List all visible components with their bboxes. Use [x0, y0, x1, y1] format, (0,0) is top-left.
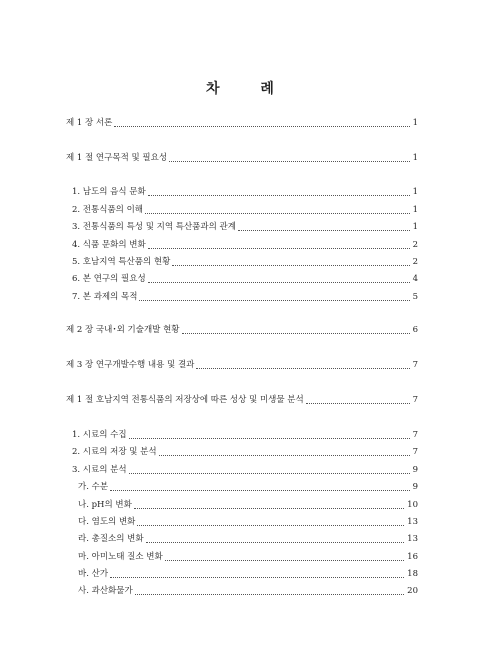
leader-dots [139, 292, 409, 301]
toc-page-number: 16 [407, 552, 418, 562]
leader-dots [148, 274, 410, 283]
leader-dots [165, 552, 404, 561]
toc-entry-chapter-2[interactable] [0, 321, 480, 335]
toc-entry-subitem[interactable] [0, 582, 480, 596]
toc-entry-item[interactable] [0, 218, 480, 232]
toc-page-number: 9 [412, 482, 418, 492]
toc-label: 4. 식품 문화의 변화 [72, 240, 146, 250]
toc-label: 제 1 절 호남지역 전통식품의 저장상에 따른 성상 및 미생물 분석 [66, 395, 304, 405]
toc-page-number: 10 [407, 500, 418, 510]
toc-page-number: 9 [412, 465, 418, 475]
toc-label: 제 2 장 국내･외 기술개발 현황 [66, 325, 180, 335]
toc-entry-section-1-1[interactable] [0, 149, 480, 163]
toc-entry-chapter-3[interactable] [0, 356, 480, 370]
toc-page-number: 20 [407, 586, 418, 596]
leader-dots [110, 482, 410, 491]
leader-dots [137, 517, 404, 526]
leader-dots [129, 430, 410, 439]
toc-entry-item[interactable] [0, 183, 480, 197]
toc-entry-subitem[interactable] [0, 565, 480, 579]
toc-label: 라. 총질소의 변화 [78, 534, 144, 544]
toc-label: 5. 호남지역 특산품의 현황 [72, 257, 171, 267]
leader-dots [134, 500, 404, 509]
leader-dots [145, 205, 410, 214]
toc-label: 1. 남도의 음식 문화 [72, 187, 146, 197]
toc-page-number: 1 [412, 153, 418, 163]
leader-dots [169, 153, 410, 162]
toc-page-number: 7 [412, 447, 418, 457]
leader-dots [306, 395, 410, 404]
page-title: 차 례 [206, 81, 292, 97]
toc-label: 다. 염도의 변화 [78, 517, 136, 527]
leader-dots [159, 447, 410, 456]
toc-label: 3. 전통식품의 특성 및 지역 특산품과의 관계 [72, 222, 236, 232]
toc-entry-chapter-1[interactable] [0, 114, 480, 128]
toc-entry-section-3-1[interactable] [0, 391, 480, 405]
toc-entry-subitem[interactable] [0, 548, 480, 562]
toc-page-number: 7 [412, 395, 418, 405]
leader-dots [148, 240, 410, 249]
leader-dots [196, 360, 409, 369]
toc-entry-subitem[interactable] [0, 530, 480, 544]
toc-page-number: 2 [412, 257, 418, 267]
toc-page-number: 1 [412, 205, 418, 215]
toc-page-number: 7 [412, 360, 418, 370]
toc-entry-subitem[interactable] [0, 478, 480, 492]
toc-entry-subitem[interactable] [0, 496, 480, 510]
toc-label: 3. 시료의 분석 [72, 465, 127, 475]
toc-entry-subitem[interactable] [0, 513, 480, 527]
toc-page-number: 7 [412, 430, 418, 440]
toc-entry-item[interactable] [0, 461, 480, 475]
leader-dots [135, 586, 405, 595]
toc-label: 2. 전통식품의 이해 [72, 205, 143, 215]
leader-dots [172, 257, 409, 266]
toc-label: 가. 수분 [78, 482, 109, 492]
toc-label: 사. 과산화물가 [78, 586, 133, 596]
toc-page-number: 1 [412, 187, 418, 197]
leader-dots [148, 187, 410, 196]
toc-page-number: 13 [407, 534, 418, 544]
toc-label: 7. 본 과제의 목적 [72, 292, 138, 302]
toc-page-number: 18 [407, 569, 418, 579]
toc-entry-item[interactable] [0, 253, 480, 267]
leader-dots [110, 569, 404, 578]
toc-page-number: 6 [412, 325, 418, 335]
toc-entry-item[interactable] [0, 236, 480, 250]
toc-page-number: 1 [412, 118, 418, 128]
toc-label: 2. 시료의 저장 및 분석 [72, 447, 157, 457]
toc-label: 마. 아미노태 질소 변화 [78, 552, 163, 562]
leader-dots [182, 325, 410, 334]
leader-dots [146, 534, 405, 543]
toc-entry-item[interactable] [0, 270, 480, 284]
toc-entry-item[interactable] [0, 288, 480, 302]
toc-page-number: 13 [407, 517, 418, 527]
toc-label: 제 1 절 연구목적 및 필요성 [66, 153, 168, 163]
toc-page-number: 1 [412, 222, 418, 232]
toc-label: 제 1 장 서론 [66, 118, 113, 128]
toc-entry-item[interactable] [0, 201, 480, 215]
toc-entry-item[interactable] [0, 426, 480, 440]
toc-label: 나. pH의 변화 [78, 500, 132, 510]
leader-dots [114, 118, 409, 127]
toc-label: 6. 본 연구의 필요성 [72, 274, 146, 284]
toc-page-number: 4 [412, 274, 418, 284]
toc-label: 제 3 장 연구개발수행 내용 및 결과 [66, 360, 195, 370]
toc-label: 바. 산가 [78, 569, 109, 579]
toc-entry-item[interactable] [0, 443, 480, 457]
toc-page-number: 5 [412, 292, 418, 302]
leader-dots [238, 222, 410, 231]
toc-page-number: 2 [412, 240, 418, 250]
leader-dots [129, 465, 410, 474]
toc-label: 1. 시료의 수집 [72, 430, 127, 440]
